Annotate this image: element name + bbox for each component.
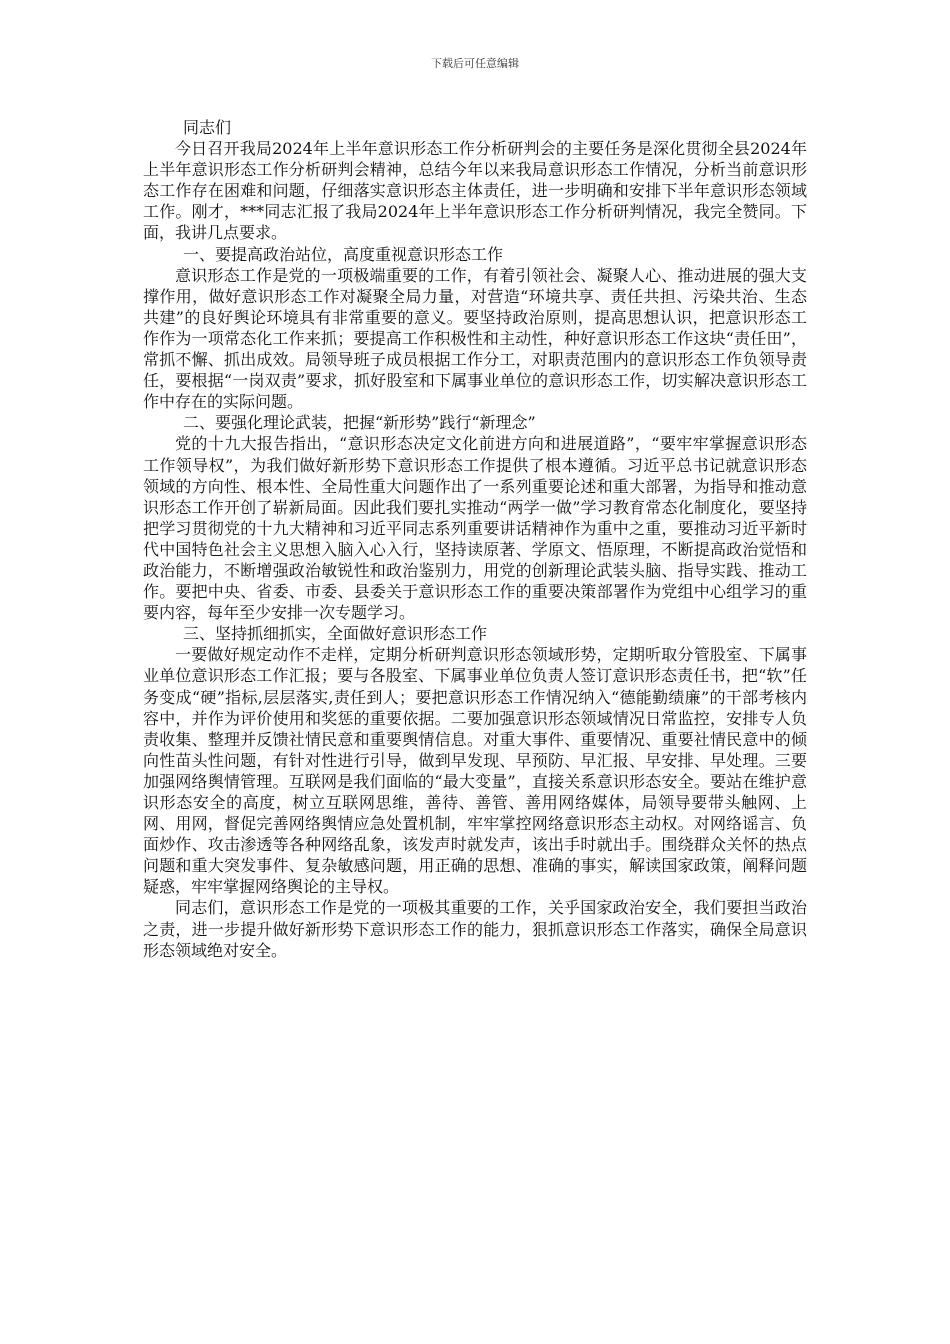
salutation: 同志们 (183, 118, 232, 137)
document-body (143, 117, 807, 961)
closing-paragraph: 同志们，意识形态工作是党的一项极其重要的工作，关乎国家政治安全，我们要担当政治之责，进一步提升做好新形势下意识形态工作的能力，狠抓意识形态工作落实，确保全局意识形态领域绝对安全。 (143, 898, 807, 960)
intro-paragraph: 今日召开我局2024年上半年意识形态工作分析研判会的主要任务是深化贯彻全县2024年上半年意识形态工作分析研判会精神，总结今年以来我局意识形态工作情况，分析当前意识形态工作存在困难和问题，仔细落实意识形态主体责任，进一步明确和安排下半年意识形态领域工作。刚才，***同志汇报了我局2024年上半年意识形态工作分析研判情况，我完全赞同。下面，我讲几点要求。 (143, 139, 807, 243)
section-heading-3: 三、坚持抓细抓实，全面做好意识形态工作 (183, 624, 488, 644)
section-paragraph-2: 党的十九大报告指出，“意识形态决定文化前进方向和进展道路”，“要牢牢掌握意识形态工作领导权”，为我们做好新形势下意识形态工作提供了根本遵循。习近平总书记就意识形态领域的方向性、根本性、全局性重大问题作出了一系列重要论述和重大部署，为指导和推动意识形态工作开创了崭新局面。因此我们要扎实推动“两学一做”学习教育常态化制度化，要坚持把学习贯彻党的十九大精神和习近平同志系列重要讲话精神作为重中之重，要推动习近平新时代中国特色社会主义思想入脑入心入行，坚持读原著、学原文、悟原理，不断提高政治觉悟和政治能力，不断增强政治敏锐性和政治鉴别力，用党的创新理论武装头脑、指导实践、推动工作。要把中央、省委、市委、县委关于意识形态工作的重要决策部署作为党组中心组学习的重要内容，每年至少安排一次专题学习。 (143, 434, 807, 623)
section-paragraph-1: 意识形态工作是党的一项极端重要的工作，有着引领社会、凝聚人心、推动进展的强大支撑作用，做好意识形态工作对凝聚全局力量，对营造“环境共享、责任共担、污染共治、生态共建”的良好舆论环境具有非常重要的意义。要坚持政治原则，提高思想认识，把意识形态工作作为一项常态化工作来抓；要提高工作积极性和主动性，种好意识形态工作这块“责任田”，常抓不懈、抓出成效。局领导班子成员根据工作分工，对职责范围内的意识形态工作负领导责任，要根据“一岗双责”要求，抓好股室和下属事业单位的意识形态工作，切实解决意识形态工作中存在的实际问题。 (143, 265, 807, 412)
section-paragraph-3: 一要做好规定动作不走样，定期分析研判意识形态领域形势，定期听取分管股室、下属事业单位意识形态工作汇报；要与各股室、下属事业单位负责人签订意识形态责任书，把“软”任务变成“硬”指标,层层落实,责任到人；要把意识形态工作情况纳入“德能勤绩廉”的干部考核内容中，并作为评价使用和奖惩的重要依据。二要加强意识形态领域情况日常监控，安排专人负责收集、整理并反馈社情民意和重要舆情信息。对重大事件、重要情况、重要社情民意中的倾向性苗头性问题，有针对性进行引导，做到早发现、早预防、早汇报、早安排、早处理。三要加强网络舆情管理。互联网是我们面临的“最大变量”，直接关系意识形态安全。要站在维护意识形态安全的高度，树立互联网思维，善待、善管、善用网络媒体，局领导要带头触网、上网、用网，督促完善网络舆情应急处置机制，牢牢掌控网络意识形态主动权。对网络谣言、负面炒作、攻击渗透等各种网络乱象，该发声时就发声，该出手时就出手。围绕群众关怀的热点问题和重大突发事件、复杂敏感问题，用正确的思想、准确的事实，解读国家政策，阐释问题疑惑，牢牢掌握网络舆论的主导权。 (143, 645, 807, 897)
page-header: 下载后可任意编辑 (431, 57, 519, 70)
section-heading-1: 一、要提高政治站位，高度重视意识形态工作 (183, 244, 504, 264)
section-heading-2: 二、要强化理论武装，把握“新形势”践行“新理念” (183, 413, 536, 433)
